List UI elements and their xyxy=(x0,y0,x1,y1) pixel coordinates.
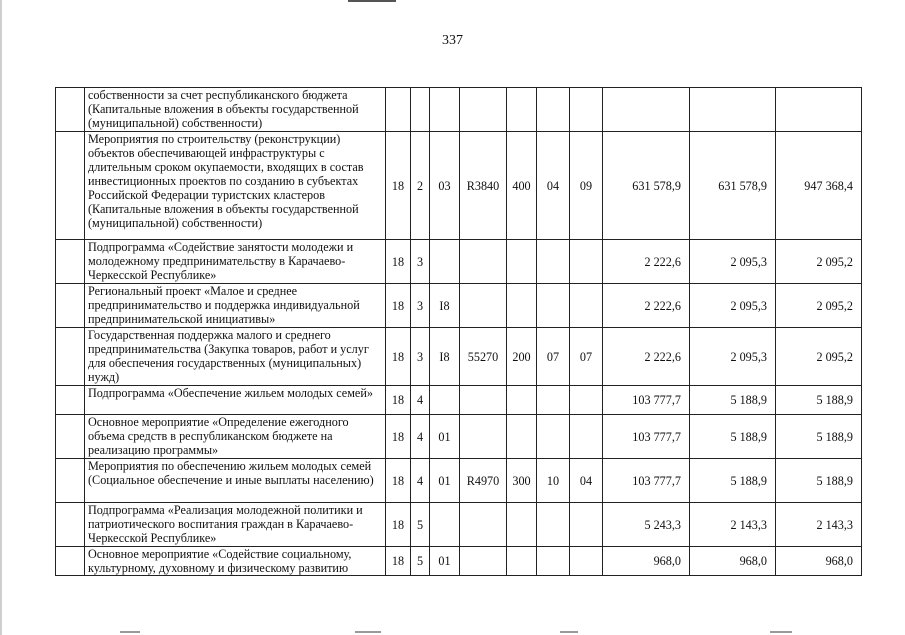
row-name-cell: Подпрограмма «Реализация молодежной политики и патриотического воспитания граждан в Карачаево-Черкесской Республике» xyxy=(85,503,386,547)
code-program-cell: 4 xyxy=(411,459,430,503)
amount-2023-cell xyxy=(776,88,862,132)
code-program-cell: 3 xyxy=(411,284,430,328)
code-subsection-cell: 07 xyxy=(570,328,603,386)
row-name-cell: Подпрограмма «Содействие занятости молодежи и молодежному предпринимательству в Карачаево-Черкесской Республике» xyxy=(85,240,386,284)
page-number: 337 xyxy=(442,33,463,48)
code-ministry-cell xyxy=(386,88,411,132)
amount-2021-cell: 968,0 xyxy=(603,547,690,576)
row-name-cell: Подпрограмма «Обеспечение жильем молодых семей» xyxy=(85,386,386,415)
code-expense-type-cell xyxy=(507,284,537,328)
row-name-cell: Основное мероприятие «Содействие социальному, культурному, духовному и физическому развитию xyxy=(85,547,386,576)
table-row xyxy=(56,328,862,386)
amount-2022-cell xyxy=(690,88,776,132)
code-subsection-cell xyxy=(570,415,603,459)
code-direction-cell xyxy=(460,415,507,459)
code-expense-type-cell xyxy=(507,415,537,459)
row-name-cell: Государственная поддержка малого и среднего предпринимательства (Закупка товаров, работ и услуг для обеспечения государственных (муниципальных) нужд) xyxy=(85,328,386,386)
code-direction-cell xyxy=(460,503,507,547)
code-direction-cell xyxy=(460,240,507,284)
code-subsection-cell xyxy=(570,547,603,576)
code-expense-type-cell xyxy=(507,503,537,547)
amount-2022-cell: 2 095,3 xyxy=(690,328,776,386)
row-number-cell xyxy=(56,132,85,240)
code-activity-cell: I8 xyxy=(430,284,460,328)
code-section-cell: 07 xyxy=(537,328,570,386)
amount-2022-cell: 2 095,3 xyxy=(690,240,776,284)
code-ministry-cell: 18 xyxy=(386,503,411,547)
amount-2021-cell xyxy=(603,88,690,132)
code-direction-cell: R4970 xyxy=(460,459,507,503)
row-name-cell: Мероприятия по строительству (реконструкции) объектов обеспечивающей инфраструктуры с длительным сроком окупаемости, входящих в состав инвестиционных проектов по созданию в субъектах Российской Федерации туристских кластеров (Капитальные вложения в объекты государственной (муниципальной) собственности) xyxy=(85,132,386,240)
code-expense-type-cell: 200 xyxy=(507,328,537,386)
table-row xyxy=(56,415,862,459)
code-expense-type-cell: 400 xyxy=(507,132,537,240)
scan-bottom-marks xyxy=(0,628,905,635)
code-direction-cell: R3840 xyxy=(460,132,507,240)
code-activity-cell xyxy=(430,88,460,132)
code-subsection-cell: 04 xyxy=(570,459,603,503)
amount-2023-cell: 2 095,2 xyxy=(776,328,862,386)
code-expense-type-cell xyxy=(507,386,537,415)
row-number-cell xyxy=(56,88,85,132)
row-number-cell xyxy=(56,284,85,328)
code-subsection-cell xyxy=(570,386,603,415)
amount-2022-cell: 631 578,9 xyxy=(690,132,776,240)
amount-2022-cell: 2 143,3 xyxy=(690,503,776,547)
code-program-cell xyxy=(411,88,430,132)
code-program-cell: 5 xyxy=(411,503,430,547)
code-program-cell: 3 xyxy=(411,240,430,284)
code-direction-cell xyxy=(460,284,507,328)
amount-2022-cell: 5 188,9 xyxy=(690,459,776,503)
code-section-cell xyxy=(537,415,570,459)
code-subsection-cell: 09 xyxy=(570,132,603,240)
code-activity-cell xyxy=(430,240,460,284)
amount-2021-cell: 103 777,7 xyxy=(603,415,690,459)
code-ministry-cell: 18 xyxy=(386,386,411,415)
row-name-cell: Мероприятия по обеспечению жильем молодых семей (Социальное обеспечение и иные выплаты населению) xyxy=(85,459,386,503)
amount-2023-cell: 5 188,9 xyxy=(776,459,862,503)
row-number-cell xyxy=(56,386,85,415)
table-row xyxy=(56,132,862,240)
table-row xyxy=(56,240,862,284)
amount-2021-cell: 103 777,7 xyxy=(603,386,690,415)
code-subsection-cell xyxy=(570,240,603,284)
code-expense-type-cell xyxy=(507,240,537,284)
code-section-cell xyxy=(537,386,570,415)
row-number-cell xyxy=(56,503,85,547)
row-number-cell xyxy=(56,415,85,459)
code-program-cell: 3 xyxy=(411,328,430,386)
code-section-cell xyxy=(537,547,570,576)
amount-2023-cell: 2 095,2 xyxy=(776,284,862,328)
row-name-cell: собственности за счет республиканского бюджета (Капитальные вложения в объекты государственной (муниципальной) собственности) xyxy=(85,88,386,132)
row-name-cell: Основное мероприятие «Определение ежегодного объема средств в республиканском бюджете на реализацию программы» xyxy=(85,415,386,459)
amount-2022-cell: 5 188,9 xyxy=(690,386,776,415)
code-activity-cell: 01 xyxy=(430,547,460,576)
table-row xyxy=(56,503,862,547)
code-section-cell xyxy=(537,503,570,547)
code-direction-cell xyxy=(460,547,507,576)
code-ministry-cell: 18 xyxy=(386,415,411,459)
table-row xyxy=(56,459,862,503)
code-activity-cell: 01 xyxy=(430,415,460,459)
code-program-cell: 4 xyxy=(411,415,430,459)
code-direction-cell: 55270 xyxy=(460,328,507,386)
code-expense-type-cell xyxy=(507,88,537,132)
code-section-cell: 04 xyxy=(537,132,570,240)
budget-table xyxy=(55,87,862,576)
code-ministry-cell: 18 xyxy=(386,240,411,284)
amount-2023-cell: 5 188,9 xyxy=(776,386,862,415)
code-program-cell: 5 xyxy=(411,547,430,576)
table-row xyxy=(56,284,862,328)
code-ministry-cell: 18 xyxy=(386,328,411,386)
amount-2023-cell: 5 188,9 xyxy=(776,415,862,459)
code-direction-cell xyxy=(460,386,507,415)
code-activity-cell: I8 xyxy=(430,328,460,386)
code-section-cell xyxy=(537,240,570,284)
code-section-cell xyxy=(537,284,570,328)
code-activity-cell: 03 xyxy=(430,132,460,240)
amount-2021-cell: 103 777,7 xyxy=(603,459,690,503)
amount-2021-cell: 2 222,6 xyxy=(603,284,690,328)
amount-2021-cell: 2 222,6 xyxy=(603,240,690,284)
code-section-cell: 10 xyxy=(537,459,570,503)
row-number-cell xyxy=(56,240,85,284)
row-number-cell xyxy=(56,459,85,503)
code-subsection-cell xyxy=(570,88,603,132)
code-ministry-cell: 18 xyxy=(386,547,411,576)
table-row xyxy=(56,547,862,576)
amount-2023-cell: 968,0 xyxy=(776,547,862,576)
amount-2023-cell: 2 095,2 xyxy=(776,240,862,284)
code-subsection-cell xyxy=(570,503,603,547)
row-number-cell xyxy=(56,328,85,386)
code-subsection-cell xyxy=(570,284,603,328)
code-direction-cell xyxy=(460,88,507,132)
amount-2022-cell: 5 188,9 xyxy=(690,415,776,459)
amount-2023-cell: 947 368,4 xyxy=(776,132,862,240)
table-row xyxy=(56,88,862,132)
scan-top-mark xyxy=(348,0,396,2)
code-section-cell xyxy=(537,88,570,132)
code-activity-cell: 01 xyxy=(430,459,460,503)
amount-2021-cell: 5 243,3 xyxy=(603,503,690,547)
amount-2022-cell: 968,0 xyxy=(690,547,776,576)
amount-2022-cell: 2 095,3 xyxy=(690,284,776,328)
code-ministry-cell: 18 xyxy=(386,284,411,328)
code-ministry-cell: 18 xyxy=(386,459,411,503)
table-row xyxy=(56,386,862,415)
amount-2021-cell: 2 222,6 xyxy=(603,328,690,386)
code-ministry-cell: 18 xyxy=(386,132,411,240)
row-name-cell: Региональный проект «Малое и среднее предпринимательство и поддержка индивидуальной предпринимательской инициативы» xyxy=(85,284,386,328)
code-activity-cell xyxy=(430,386,460,415)
amount-2021-cell: 631 578,9 xyxy=(603,132,690,240)
code-expense-type-cell xyxy=(507,547,537,576)
code-program-cell: 4 xyxy=(411,386,430,415)
code-expense-type-cell: 300 xyxy=(507,459,537,503)
code-activity-cell xyxy=(430,503,460,547)
scan-left-edge xyxy=(0,0,2,635)
row-number-cell xyxy=(56,547,85,576)
amount-2023-cell: 2 143,3 xyxy=(776,503,862,547)
code-program-cell: 2 xyxy=(411,132,430,240)
